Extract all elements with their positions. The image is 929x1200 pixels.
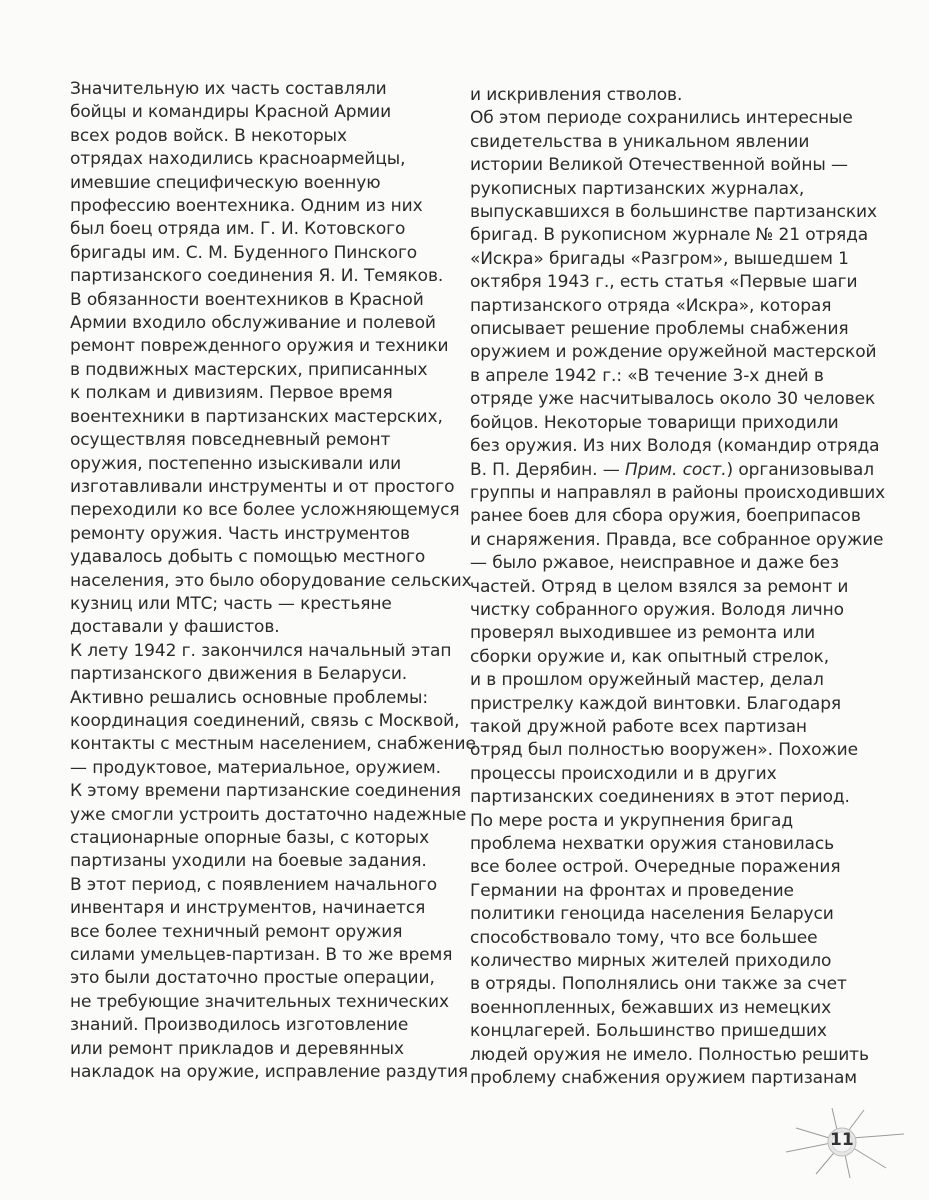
text-line: или ремонт прикладов и деревянных [70,1038,404,1059]
text-line: уже смогли устроить достаточно надежные [70,804,467,825]
text-line: К лету 1942 г. закончился начальный этап [70,640,452,661]
text-line: партизанских соединениях в этот период. [470,787,850,808]
text-line: партизанского отряда «Искра», которая [470,295,832,316]
text-line: переходили ко все более усложняющемуся [70,500,460,521]
text-line: контакты с местным населением, снабжение [70,734,476,755]
left-text-column [70,78,476,1084]
text-line: к полкам и дивизиям. Первое время [70,383,393,404]
text-line: описывает решение проблемы снабжения [470,319,849,340]
text-line: отряде уже насчитывалось около 30 человек [470,389,876,410]
text-line: доставали у фашистов. [70,617,280,638]
text-line: пристрелку каждой винтовки. Благодаря [470,693,842,714]
text-line: В обязанности воентехников в Красной [70,289,424,310]
text-line: Германии на фронтах и проведение [470,880,794,901]
text-line: и снаряжения. Правда, все собранное оружие [470,529,884,550]
text-line: бригад. В рукописном журнале № 21 отряда [470,225,869,246]
text-line: в апреле 1942 г.: «В течение 3-х дней в [470,365,824,386]
text-line: ремонту оружия. Часть инструментов [70,523,410,544]
text-line: — было ржавое, неисправное и даже без [470,553,839,574]
text-line: все более техничный ремонт оружия [70,921,403,942]
text-line: свидетельства в уникальном явлении [470,131,810,152]
text-line: отряд был полностью вооружен». Похожие [470,740,858,761]
text-line: Армии входило обслуживание и полевой [70,313,436,334]
text-line: процессы происходили и в других [470,763,777,784]
text-line: — продуктовое, материальное, оружием. [70,757,441,778]
text-line: профессию воентехника. Одним из них [70,196,423,217]
text-line [470,459,874,482]
text-line: частей. Отряд в целом взялся за ремонт и [470,576,849,597]
text-line: Об этом периоде сохранились интересные [470,108,853,129]
text-line: накладок на оружие, исправление раздутия [70,1062,469,1083]
text-line: бойцов. Некоторые товарищи приходили [470,412,839,433]
text-line: координация соединений, связь с Москвой, [70,710,460,731]
text-line: и в прошлом оружейный мастер, делал [470,670,824,691]
text-line: населения, это было оборудование сельских [70,570,472,591]
text-line: группы и направлял в районы происходивших [470,482,886,503]
text-line: выпускавшихся в большинстве партизанских [470,202,877,223]
text-line: рукописных партизанских журналах, [470,178,805,199]
text-line: Значительную их часть составляли [70,79,387,99]
text-line: в подвижных мастерских, приписанных [70,359,428,380]
text-line: кузниц или МТС; часть — крестьяне [70,593,392,614]
text-line: чистку собранного оружия. Володя лично [470,599,844,620]
text-line: политики геноцида населения Беларуси [470,904,834,925]
text-line: В этот период, с появлением начального [70,874,437,895]
text-line: оружием и рождение оружейной мастерской [470,342,877,363]
text-line: сборки оружие и, как опытный стрелок, [470,646,830,667]
text-line: осуществляя повседневный ремонт [70,430,391,451]
text-line: без оружия. Из них Володя (командир отряда [470,436,880,457]
text-line: не требующие значительных технических [70,991,449,1012]
text-line: изготавливали инструменты и от простого [70,476,455,497]
text-line: проверял выходившее из ремонта или [470,623,816,644]
text-line: оружия, постепенно изыскивали или [70,453,402,474]
text-line: всех родов войск. В некоторых [70,125,347,146]
text-line: партизанского движения в Беларуси. [70,664,408,685]
text-line: стационарные опорные базы, с которых [70,828,430,848]
text-line: По мере роста и укрупнения бригад [470,810,794,831]
text-line: Активно решались основные проблемы: [70,687,428,708]
text-line: К этому времени партизанские соединения [70,781,461,802]
page-number: 11 [830,1130,854,1150]
text-line: ремонт поврежденного оружия и техники [70,336,449,357]
text-line: истории Великой Отечественной войны — [470,155,848,176]
text-line: и искривления стволов. [470,85,683,105]
text-line: концлагерей. Большинство пришедших [470,1021,827,1042]
text-line: партизаны уходили на боевые задания. [70,851,427,872]
text-line: проблему снабжения оружием партизанам [470,1068,858,1089]
text-line: способствовало тому, что все большее [470,927,818,948]
text-line: количество мирных жителей приходило [470,951,832,972]
text-line: проблема нехватки оружия становилась [470,834,835,854]
italic-note: Прим. сост. [624,459,727,480]
text-line: это были достаточно простые операции, [70,968,435,989]
text-line: партизанского соединения Я. И. Темяков. [70,266,444,287]
text-line: был боец отряда им. Г. И. Котовского [70,219,406,240]
text-line: военнопленных, бежавших из немецких [470,997,832,1018]
page-number-badge [786,1108,906,1178]
text-line: в отряды. Пополнялись они также за счет [470,974,847,995]
text-line: людей оружия не имело. Полностью решить [470,1044,869,1065]
right-text-column [470,84,886,1090]
text-line: бригады им. С. М. Буденного Пинского [70,242,418,263]
text-line: удавалось добыть с помощью местного [70,547,426,568]
text-line: инвентаря и инструментов, начинается [70,898,426,919]
text-segment: ) организовывал [726,459,874,480]
text-line: все более острой. Очередные поражения [470,857,841,878]
text-line: знаний. Производилось изготовление [70,1015,409,1036]
text-line: силами умельцев-партизан. В то же время [70,945,453,966]
text-line: имевшие специфическую военную [70,172,381,193]
text-line: ранее боев для сбора оружия, боеприпасов [470,506,861,527]
text-segment: В. П. Дерябин. — [470,459,625,480]
text-line: такой дружной работе всех партизан [470,716,807,737]
text-line: отрядах находились красноармейцы, [70,149,406,170]
text-line: октября 1943 г., есть статья «Первые шаги [470,272,858,293]
text-line: бойцы и командиры Красной Армии [70,102,392,123]
text-line: «Искра» бригады «Разгром», вышедшем 1 [470,248,849,269]
text-line: воентехники в партизанских мастерских, [70,406,443,427]
